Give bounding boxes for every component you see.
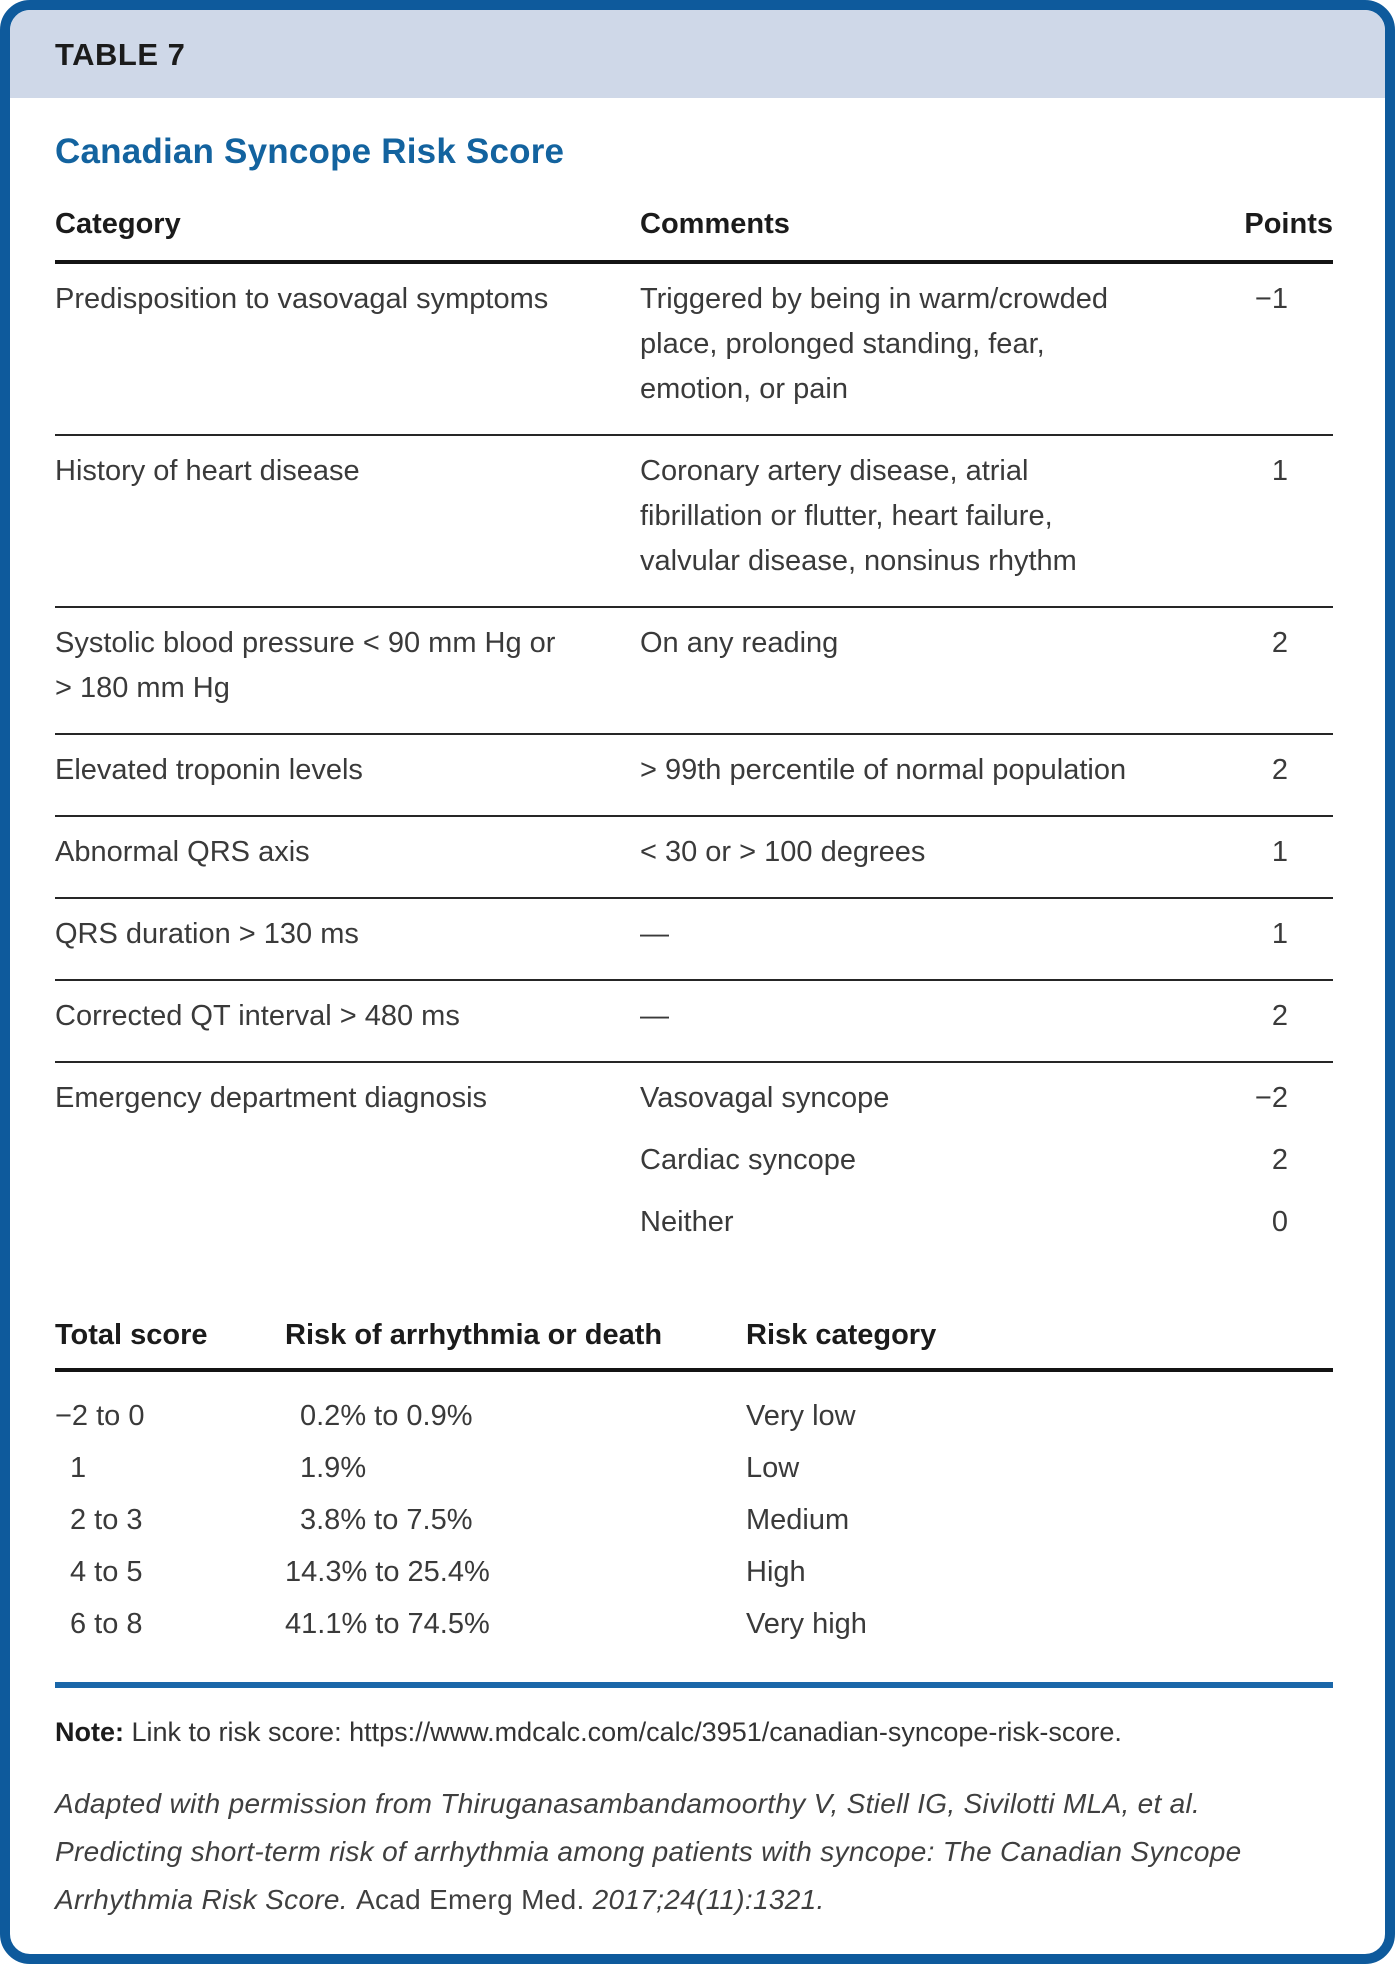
citation-segment: 2017;24(11):1321. [592,1884,825,1915]
category-cell: Corrected QT interval > 480 ms [55,1000,460,1032]
risk-table-row [55,1390,1333,1442]
category-cell: QRS duration > 130 ms [55,918,359,950]
column-header-points: Points [1244,208,1333,240]
total-score-cell: 6 to 8 [70,1608,143,1640]
score-entry [640,1200,1333,1245]
score-table-row [55,817,1333,899]
total-score-cell: 1 [70,1452,87,1484]
risk-table-row [55,1442,1333,1494]
row-entries [640,621,1333,666]
citation-segment: Adapted with permission from Thiruganasambandamoorthy V, Stiell IG, Sivilotti MLA, et al. Predicting short-term risk of arrhythmia among patients with syncope: The Canadian Syncope Arrhythmia Risk Score. [55,1788,1242,1915]
row-entries [640,830,1333,875]
risk-table-row [55,1494,1333,1546]
category-cell: Elevated troponin levels [55,754,363,786]
comment-cell: < 30 or > 100 degrees [640,836,926,868]
score-entry [640,830,1333,875]
citation-segment: Acad Emerg Med. [355,1884,593,1915]
points-cell: 1 [1271,455,1288,487]
score-table-row [55,1063,1333,1267]
row-entries [640,277,1333,412]
score-entry [640,994,1333,1039]
score-table-body [55,264,1333,1267]
row-entries [640,748,1333,793]
score-entry [640,912,1333,957]
score-table-row [55,735,1333,817]
comment-cell: Neither [640,1206,734,1238]
risk-category-cell: Very low [746,1400,856,1432]
note [55,1712,1333,1752]
row-entries [640,994,1333,1039]
points-cell: 1 [1271,836,1288,868]
row-entries [640,1076,1333,1245]
comment-cell: Coronary artery disease, atrial fibrillation or flutter, heart failure, valvular disease, nonsinus rhythm [640,455,1077,577]
comment-cell: Triggered by being in warm/crowded place, prolonged standing, fear, emotion, or pain [640,283,1108,405]
table-content [10,98,1385,1954]
points-cell: 1 [1271,918,1288,950]
score-entry [640,277,1333,412]
risk-table-header-row [55,1315,1333,1372]
column-header-category: Category [55,208,181,240]
column-header-risk: Risk of arrhythmia or death [285,1319,663,1351]
column-header-total-score: Total score [55,1319,208,1351]
total-score-cell: 4 to 5 [70,1556,143,1588]
category-cell: Emergency department diagnosis [55,1082,488,1114]
category-cell: Predisposition to vasovagal symptoms [55,283,549,315]
risk-percent-cell: 1.9% [300,1452,367,1484]
points-cell: −2 [1254,1082,1288,1114]
comment-cell: > 99th percentile of normal population [640,754,1127,786]
points-cell: 2 [1271,1144,1288,1176]
risk-category-cell: Very high [746,1608,867,1640]
table-number-band [10,10,1385,98]
points-cell: 0 [1271,1206,1288,1238]
category-cell: Systolic blood pressure < 90 mm Hg or > 180 mm Hg [55,627,556,704]
risk-percent-cell: 41.1% to 74.5% [285,1608,490,1640]
table-title: Canadian Syncope Risk Score [55,132,565,171]
risk-table-row [55,1598,1333,1650]
score-table-row [55,899,1333,981]
row-entries [640,449,1333,584]
points-cell: 2 [1271,754,1288,786]
comment-cell: — [640,1000,669,1032]
comment-cell: Cardiac syncope [640,1144,856,1176]
score-table [55,202,1333,1267]
column-header-risk-category: Risk category [746,1319,937,1351]
note-text: Link to risk score: https://www.mdcalc.com/calc/3951/canadian-syncope-risk-score. [124,1717,1122,1747]
score-table-row [55,608,1333,735]
risk-percent-cell: 14.3% to 25.4% [285,1556,490,1588]
risk-table-row [55,1546,1333,1598]
category-cell: History of heart disease [55,455,360,487]
column-header-comments: Comments [640,208,790,240]
score-entry [640,1076,1333,1121]
score-table-row [55,981,1333,1063]
points-cell: 2 [1271,627,1288,659]
risk-percent-cell: 0.2% to 0.9% [300,1400,473,1432]
points-cell: −1 [1254,283,1288,315]
total-score-cell: −2 to 0 [55,1400,145,1432]
points-cell: 2 [1271,1000,1288,1032]
row-entries [640,912,1333,957]
citation [55,1780,1333,1924]
table-number-label: TABLE 7 [55,37,186,72]
risk-table [55,1315,1333,1650]
risk-category-cell: High [746,1556,806,1588]
score-entry [640,748,1333,793]
score-table-header-row [55,202,1333,264]
risk-percent-cell: 3.8% to 7.5% [300,1504,473,1536]
comment-cell: — [640,918,669,950]
category-cell: Abnormal QRS axis [55,836,310,868]
score-entry [640,1138,1333,1183]
score-entry [640,449,1333,584]
note-label: Note: [55,1717,124,1747]
score-table-row [55,436,1333,608]
note-divider-rule [55,1682,1333,1688]
risk-table-body [55,1372,1333,1650]
score-entry [640,621,1333,666]
risk-category-cell: Medium [746,1504,850,1536]
score-table-row [55,264,1333,436]
risk-category-cell: Low [746,1452,800,1484]
comment-cell: Vasovagal syncope [640,1082,890,1114]
total-score-cell: 2 to 3 [70,1504,143,1536]
comment-cell: On any reading [640,627,839,659]
